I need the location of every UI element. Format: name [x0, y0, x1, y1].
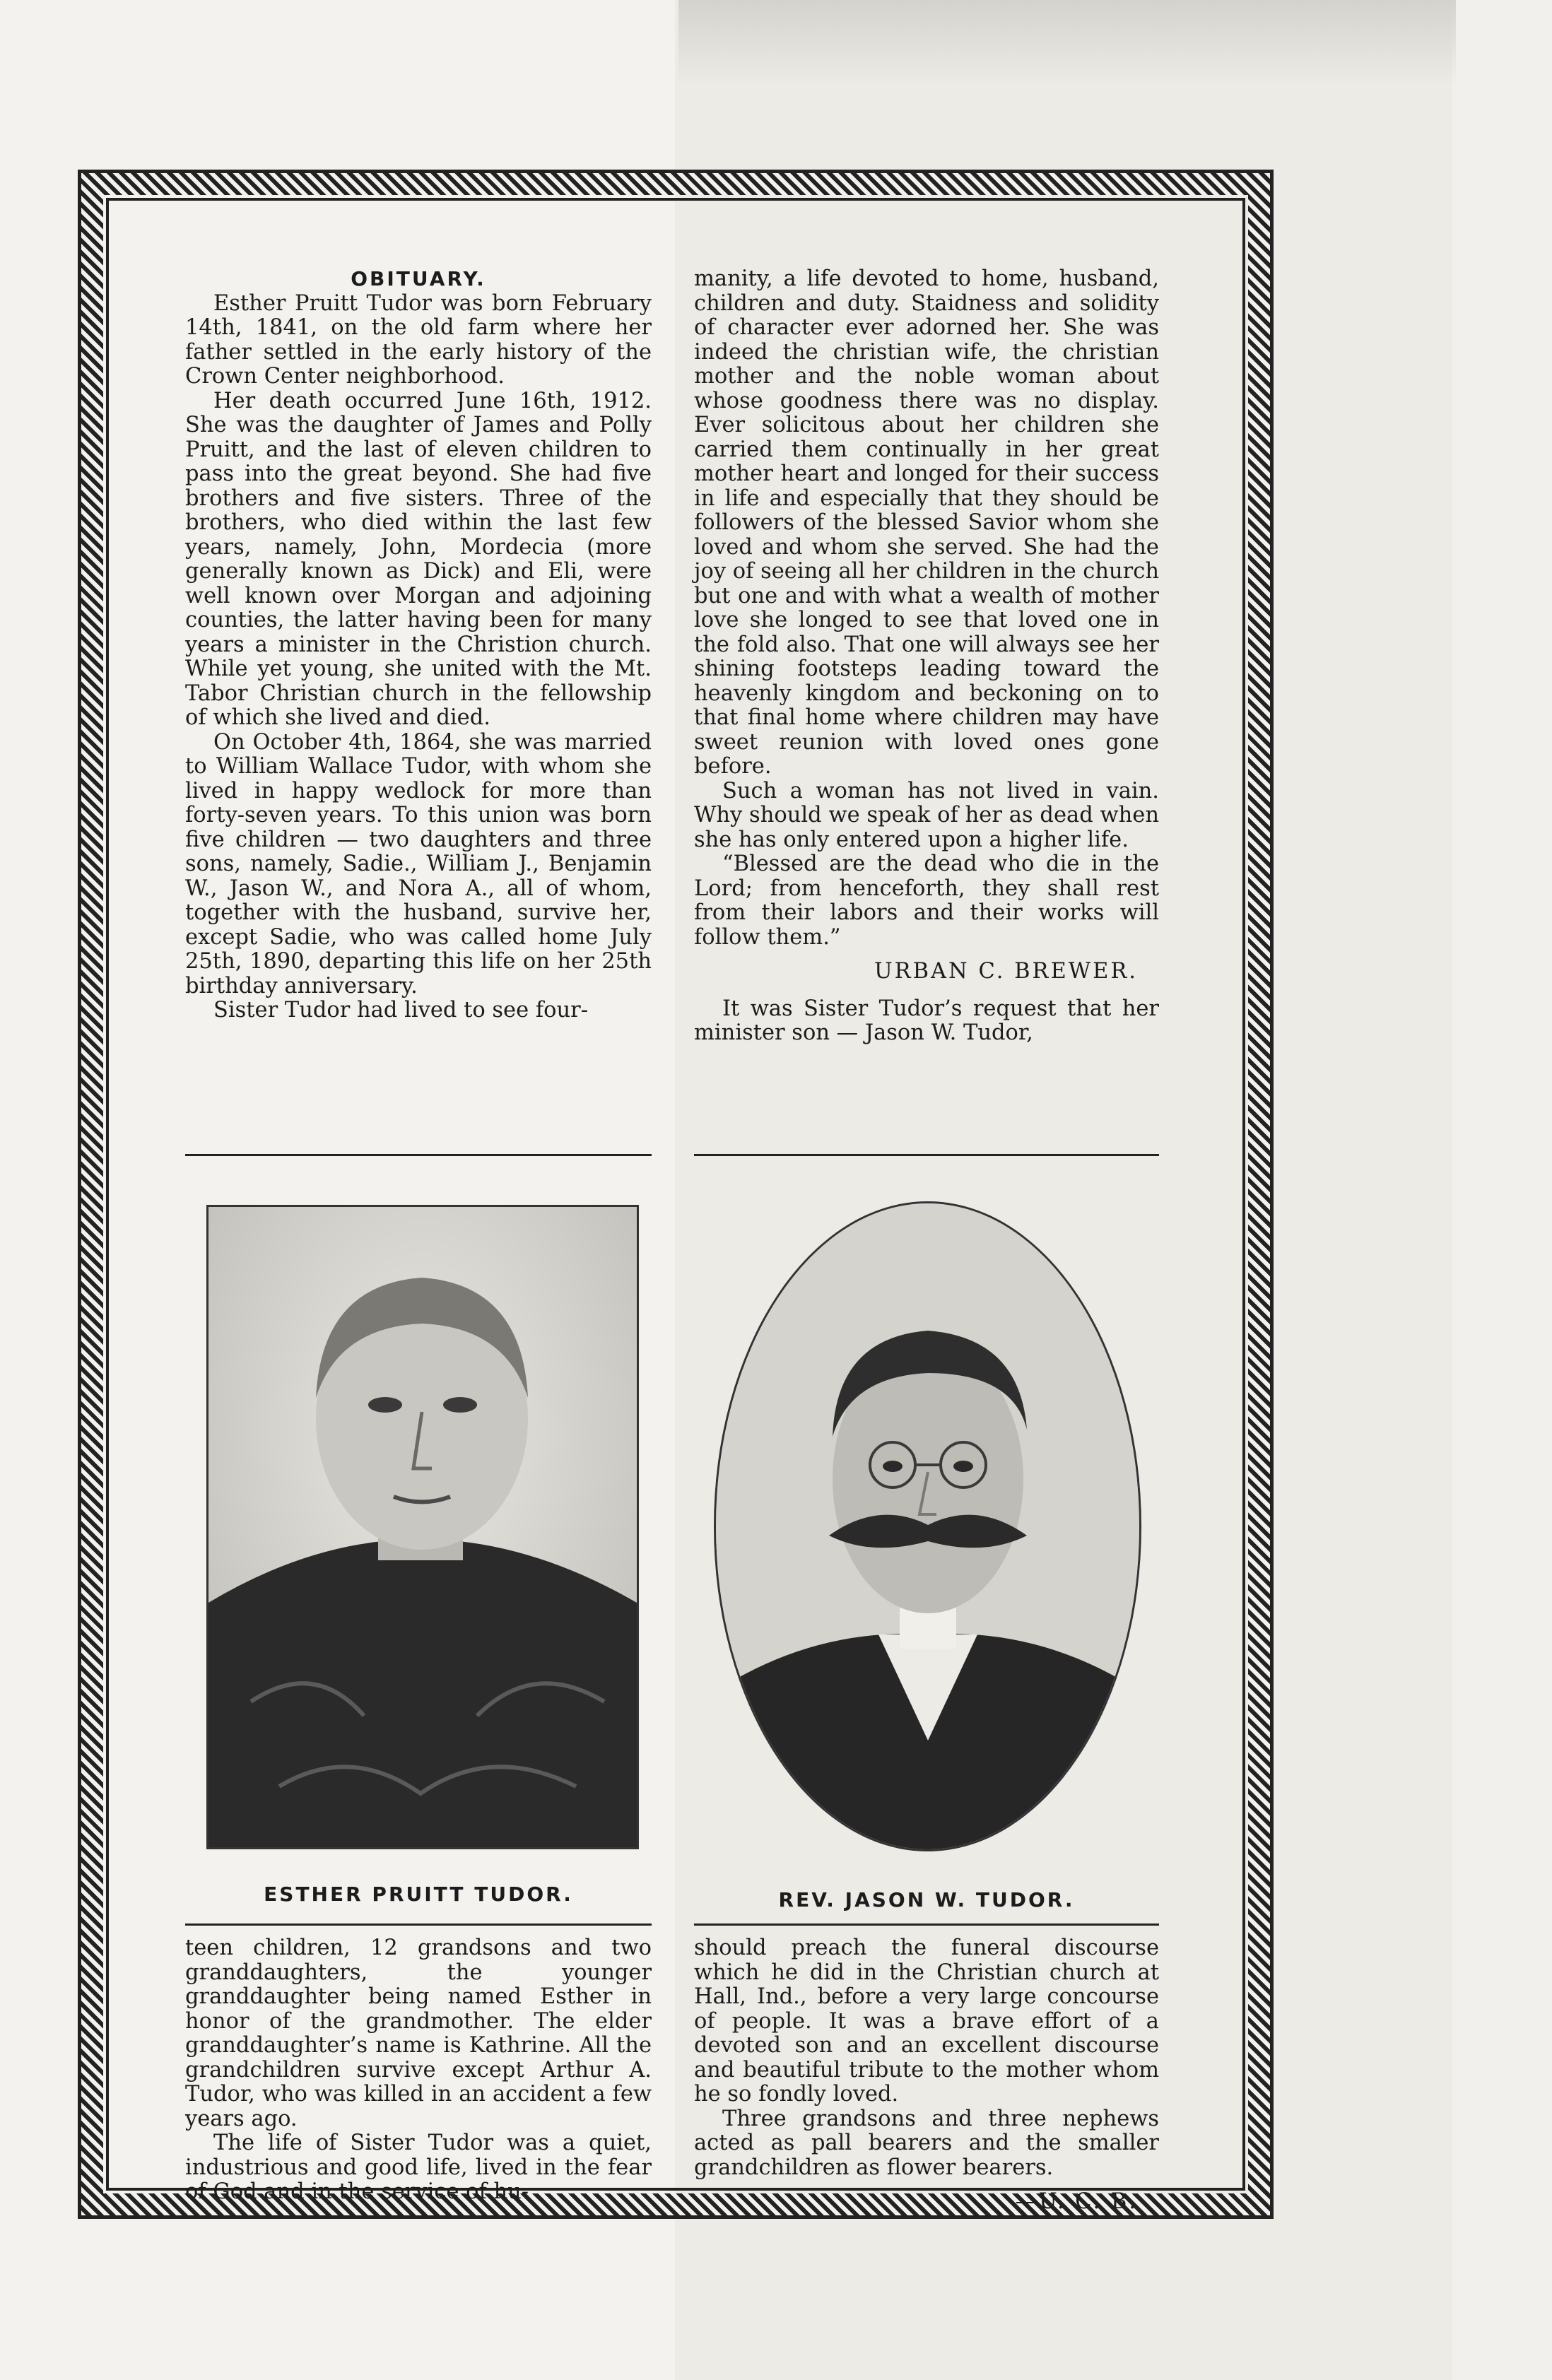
paragraph: It was Sister Tudor’s request that her minister son — Jason W. Tudor,	[694, 996, 1159, 1045]
portrait-caption-right: REV. JASON W. TUDOR.	[778, 1888, 1075, 1911]
paragraph: The life of Sister Tudor was a quiet, industrious and good life, lived in the fear of God and in the service of hu-	[185, 2131, 652, 2204]
column-rule	[694, 1154, 1159, 1156]
column-rule	[185, 1924, 652, 1926]
portrait-illustration	[716, 1203, 1139, 1849]
portrait-rev-jason-w-tudor	[714, 1201, 1141, 1851]
obituary-column-1	[185, 267, 652, 1023]
paragraph: Her death occurred June 16th, 1912. She was the daughter of James and Polly Pruitt, and the last of eleven children to pass into the great beyond. She had five brothers and five sisters. Three of the brothers, who died within the last few years, namely, John, Mordecia (more generally known as Dick) and Eli, were well known over Morgan and adjoining counties, the latter having been for many years a minister in the Christion church. While yet young, she united with the Mt. Tabor Christian church in the fellowship of which she lived and died.	[185, 388, 652, 730]
portrait-esther-pruitt-tudor	[206, 1205, 639, 1849]
paragraph: Sister Tudor had lived to see four-	[213, 998, 589, 1023]
obituary-column-4	[694, 1936, 1159, 2227]
obituary-column-3	[185, 1936, 652, 2205]
paragraph: Three grandsons and three nephews acted as pall bearers and the smaller grandchildren as flower bearers.	[694, 2106, 1159, 2180]
portrait-caption-left: ESTHER PRUITT TUDOR.	[264, 1883, 573, 1906]
paragraph: On October 4th, 1864, she was married to William Wallace Tudor, with whom she lived in happy wedlock for more than forty-seven years. To this union was born five children — two daughters and three sons, namely, Sadie., William J., Benjamin W., Jason W., and Nora A., all of whom, together with the husband, survive her, except Sadie, who was called home July 25th, 1890, departing this life on her 25th birthday anniversary.	[185, 729, 652, 998]
column-rule	[185, 1154, 652, 1156]
paragraph: Such a woman has not lived in vain. Why should we speak of her as dead when she has only entered upon a higher life.	[694, 778, 1159, 852]
author-signature: —U. C. B.	[1015, 2189, 1138, 2214]
paragraph: manity, a life devoted to home, husband, children and duty. Staidness and solidity of character ever adorned her. She was indeed the christian wife, the christian mother and the noble woman about whose goodness there was no display. Ever solicitous about her children she carried them continually in her great mother heart and longed for their success in life and especially that they should be followers of the blessed Savior whom she loved and whom she served. She had the joy of seeing all her children in the church but one and with what a wealth of mother love she longed to see that loved one in the fold also. That one will always see her shining footsteps leading toward the heavenly kingdom and beckoning on to that final home where children may have sweet reunion with loved ones gone before.	[694, 266, 1159, 779]
paragraph: teen children, 12 grandsons and two granddaughters, the younger granddaughter being named Esther in honor of the grandmother. The elder granddaughter’s name is Kathrine. All the grandchildren survive except Arthur A. Tudor, who was killed in an accident a few years ago.	[185, 1936, 652, 2131]
paragraph: “Blessed are the dead who die in the Lord; from henceforth, they shall rest from their labors and their works will follow them.”	[694, 852, 1159, 950]
paragraph: Esther Pruitt Tudor was born February 14th, 1841, on the old farm where her father settled in the early history of the Crown Center neighborhood.	[185, 290, 652, 389]
author-signature: URBAN C. BREWER.	[874, 959, 1138, 984]
portrait-illustration	[208, 1207, 637, 1847]
column-rule	[694, 1924, 1159, 1926]
obituary-heading: OBITUARY.	[351, 267, 486, 290]
paragraph: should preach the funeral discourse which he did in the Christian church at Hall, Ind., before a very large concourse of people. It was a brave effort of a devoted son and an excellent discourse and beautiful tribute to the mother whom he so fondly loved.	[694, 1936, 1159, 2107]
obituary-column-2	[694, 267, 1159, 1046]
paper-smudge	[678, 0, 1456, 85]
